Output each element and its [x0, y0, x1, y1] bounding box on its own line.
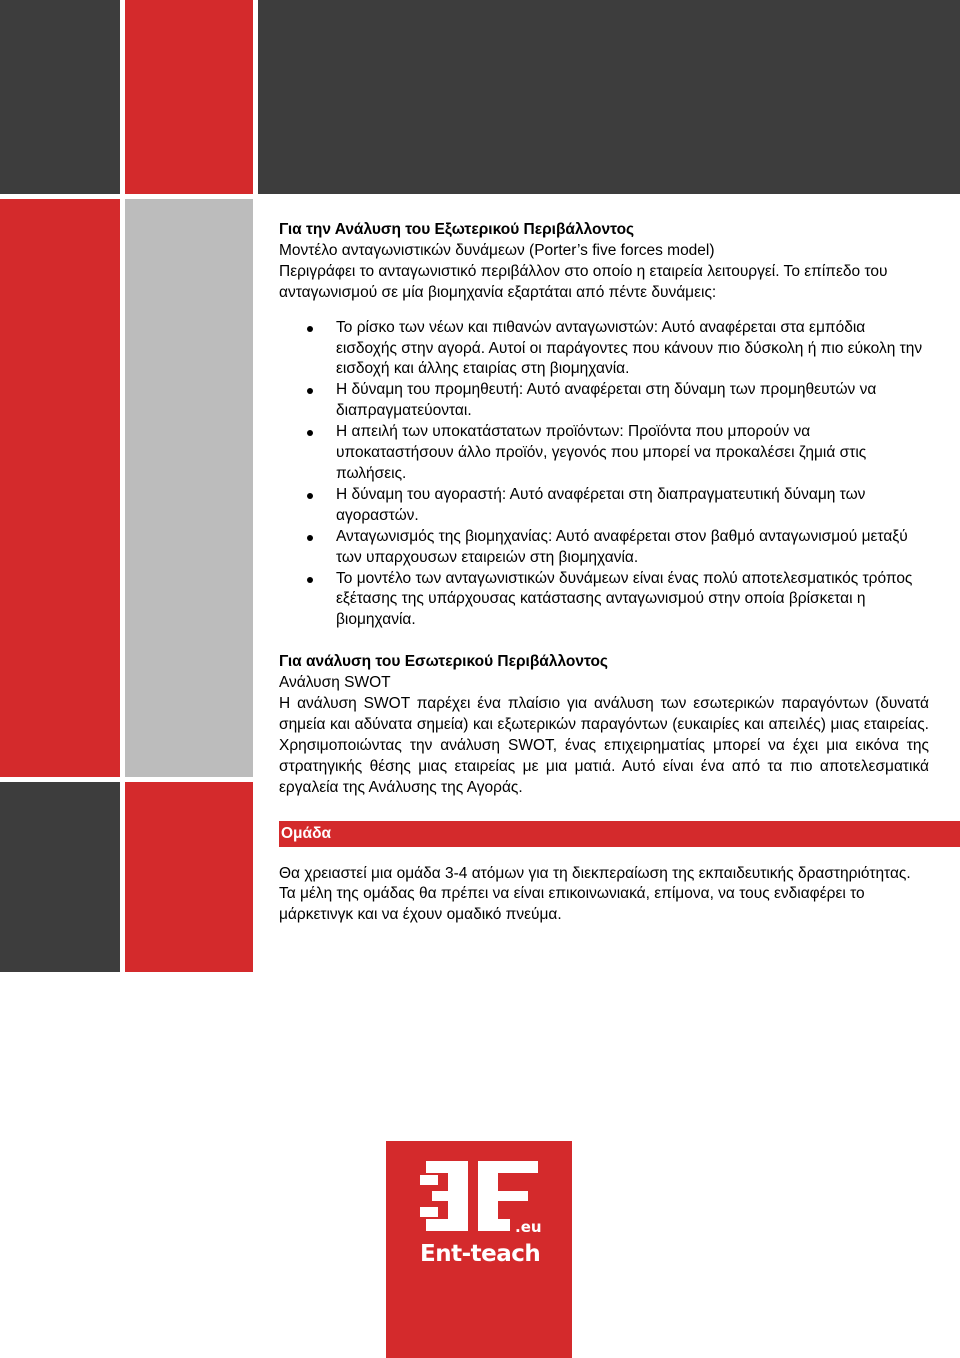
decor-red-block-lower: [125, 782, 253, 972]
section2-heading: Για ανάλυση του Εσωτερικού Περιβάλλοντος: [279, 653, 608, 671]
section3-heading-bar: [279, 821, 960, 847]
decor-dark-block-lower: [0, 782, 120, 972]
list-item: Η δύναμη του προμηθευτή: Αυτό αναφέρεται στη δύναμη των προμηθευτών να διαπραγματεύονται.: [279, 380, 929, 422]
list-item: Το ρίσκο των νέων και πιθανών ανταγωνιστών: Αυτό αναφέρεται στα εμπόδια εισδοχής στην αγορά. Αυτοί οι παράγοντες που κάνουν πιο δύσκολη ή πιο εύκολη την εισδοχή και άλλης εταιρίας στη βιομηχανία.: [279, 318, 929, 381]
bullet-icon: [307, 493, 313, 499]
section2-subheading: Ανάλυση SWOT: [279, 674, 391, 692]
decor-dark-block-top: [0, 0, 120, 194]
list-item: Ανταγωνισμός της βιομηχανίας: Αυτό αναφέρεται στον βαθμό ανταγωνισμού μεταξύ των υπαρχουσων εταιρειών στη βιομηχανία.: [279, 527, 929, 569]
bullet-icon: [307, 577, 313, 583]
section3-heading: Ομάδα: [281, 824, 331, 842]
section1-intro: Περιγράφει το ανταγωνιστικό περιβάλλον στο οποίο η εταιρεία λειτουργεί. Το επίπεδο του ανταγωνισμού σε μία βιομηχανία εξαρτάται από πέντε δυνάμεις:: [279, 262, 888, 301]
ent-teach-logo: [386, 1141, 572, 1358]
logo-suffix: .eu: [515, 1218, 542, 1236]
list-item: Το μοντέλο των ανταγωνιστικών δυνάμεων είναι ένας πολύ αποτελεσματικός τρόπος εξέτασης της υπάρχουσας κατάστασης ανταγωνισμού στην οποία βρίσκεται η βιομηχανία.: [279, 569, 929, 632]
section1-subheading: Μοντέλο ανταγωνιστικών δυνάμεων (Porter’s five forces model): [279, 241, 715, 259]
bullet-icon: [307, 388, 313, 394]
list-item: Η απειλή των υποκατάστατων προϊόντων: Προϊόντα που μπορούν να υποκαταστήσουν άλλο προϊόν, γεγονός που μπορεί να προκαλέσει ζημιά στις πωλήσεις.: [279, 422, 929, 485]
bullet-icon: [307, 535, 313, 541]
forces-list: [279, 318, 929, 632]
decor-gray-block-mid: [125, 199, 253, 777]
decor-dark-block-topright: [258, 0, 960, 194]
section1-heading: Για την Ανάλυση του Εξωτερικού Περιβάλλοντος: [279, 221, 635, 238]
list-item: Η δύναμη του αγοραστή: Αυτό αναφέρεται στη διαπραγματευτική δύναμη των αγοραστών.: [279, 485, 929, 527]
bullet-icon: [307, 430, 313, 436]
decor-red-block-top: [125, 0, 253, 194]
section2-body: Η ανάλυση SWOT παρέχει ένα πλαίσιο για ανάλυση των εσωτερικών παραγόντων (δυνατά σημεία και αδύνατα σημεία) και εξωτερικών παραγόντων (ευκαιρίες και απειλές) μιας εταιρείας. Χρησιμοποιώντας την ανάλυση SWOT, ένας επιχειρηματίας μπορεί να έχει μια εικόνα της στρατηγικής θέσης μιας εταιρείας με μια ματιά. Αυτό είναι ένα από τα πιο αποτελεσματικά εργαλεία της Ανάλυσης της Αγοράς.: [279, 695, 929, 796]
decor-red-block-left: [0, 199, 120, 777]
document-body: [279, 220, 929, 926]
bullet-icon: [307, 326, 313, 332]
logo-name: Ent-teach: [420, 1241, 541, 1267]
section3-body: Θα χρειαστεί μια ομάδα 3-4 ατόμων για τη διεκπεραίωση της εκπαιδευτικής δραστηριότητας. Τα μέλη της ομάδας θα πρέπει να είναι επικοινωνιακά, επίμονα, να τους ενδιαφέρει το μάρκετινγκ και να έχουν ομαδικό πνεύμα.: [279, 864, 911, 924]
